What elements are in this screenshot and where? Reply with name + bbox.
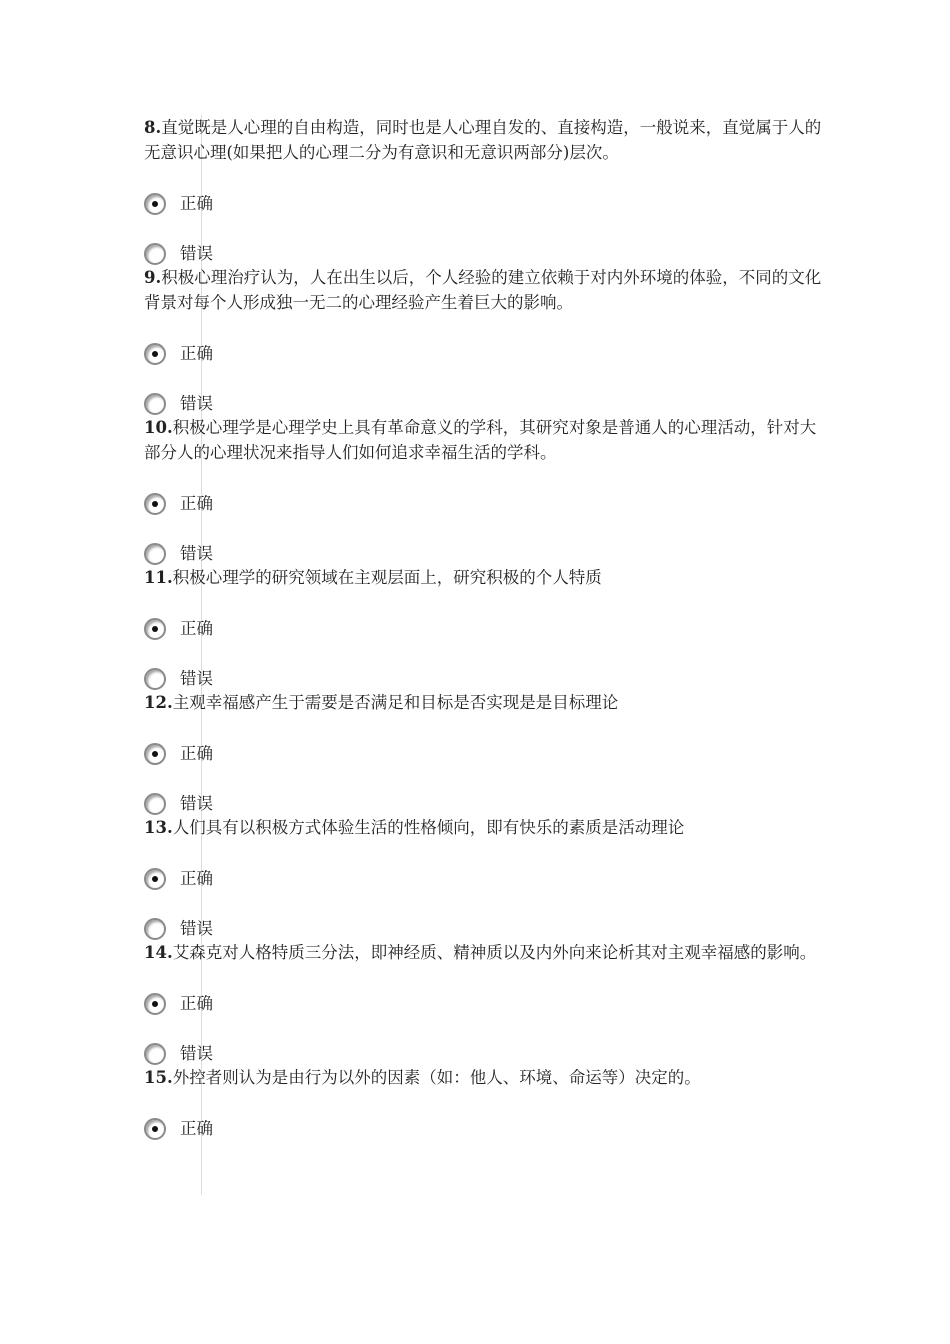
answer-option-selected[interactable]	[144, 1090, 824, 1140]
question-block	[144, 690, 824, 815]
answer-option[interactable]	[144, 765, 824, 815]
question-text	[144, 1065, 824, 1090]
radio-button[interactable]	[144, 868, 166, 890]
question-body: 积极心理学的研究领域在主观层面上，研究积极的个人特质	[172, 568, 602, 587]
radio-button[interactable]	[144, 918, 166, 940]
question-text	[144, 415, 824, 465]
question-number: 13.	[144, 818, 173, 837]
question-text	[144, 940, 824, 965]
question-text	[144, 565, 824, 590]
question-block	[144, 1065, 824, 1140]
answer-option[interactable]	[144, 640, 824, 690]
radio-button[interactable]	[144, 393, 166, 415]
answer-option-selected[interactable]	[144, 965, 824, 1015]
option-label: 正确	[180, 994, 213, 1013]
option-label: 错误	[180, 919, 213, 938]
answer-option-selected[interactable]	[144, 590, 824, 640]
radio-button[interactable]	[144, 668, 166, 690]
question-body: 人们具有以积极方式体验生活的性格倾向，即有快乐的素质是活动理论	[172, 818, 685, 837]
answer-option[interactable]	[144, 215, 824, 265]
radio-button[interactable]	[144, 618, 166, 640]
option-label: 错误	[180, 1044, 213, 1063]
option-label: 错误	[180, 544, 213, 563]
question-text	[144, 690, 824, 715]
radio-button[interactable]	[144, 1043, 166, 1065]
question-block	[144, 265, 824, 415]
question-block	[144, 415, 824, 565]
option-label: 正确	[180, 1119, 213, 1138]
question-text	[144, 115, 824, 165]
question-number: 15.	[144, 1068, 173, 1087]
question-number: 10.	[144, 418, 173, 437]
option-label: 正确	[180, 744, 213, 763]
question-block	[144, 115, 824, 265]
radio-button[interactable]	[144, 543, 166, 565]
question-body: 积极心理学是心理学史上具有革命意义的学科，其研究对象是普通人的心理活动，针对大部分人的心理状况来指导人们如何追求幸福生活的学科。	[144, 418, 817, 462]
question-list	[144, 115, 824, 1140]
question-body: 主观幸福感产生于需要是否满足和目标是否实现是是目标理论	[172, 693, 619, 712]
radio-button[interactable]	[144, 343, 166, 365]
option-label: 错误	[180, 794, 213, 813]
question-body: 直觉既是人心理的自由构造，同时也是人心理自发的、直接构造，一般说来，直觉属于人的无意识心理(如果把人的心理二分为有意识和无意识两部分)层次。	[144, 118, 822, 162]
radio-button[interactable]	[144, 193, 166, 215]
question-number: 9.	[144, 268, 162, 287]
answer-option-selected[interactable]	[144, 840, 824, 890]
answer-option[interactable]	[144, 365, 824, 415]
answer-option[interactable]	[144, 890, 824, 940]
question-text	[144, 815, 824, 840]
question-number: 12.	[144, 693, 173, 712]
answer-option[interactable]	[144, 1015, 824, 1065]
answer-option-selected[interactable]	[144, 715, 824, 765]
radio-button[interactable]	[144, 743, 166, 765]
option-label: 正确	[180, 494, 213, 513]
option-label: 正确	[180, 194, 213, 213]
radio-button[interactable]	[144, 1118, 166, 1140]
radio-button[interactable]	[144, 793, 166, 815]
question-number: 8.	[144, 118, 162, 137]
option-label: 错误	[180, 669, 213, 688]
option-label: 错误	[180, 394, 213, 413]
question-block	[144, 940, 824, 1065]
option-label: 错误	[180, 244, 213, 263]
answer-option[interactable]	[144, 515, 824, 565]
question-body: 积极心理治疗认为，人在出生以后，个人经验的建立依赖于对内外环境的体验，不同的文化背景对每个人形成独一无二的心理经验产生着巨大的影响。	[144, 268, 822, 312]
question-block	[144, 815, 824, 940]
question-block	[144, 565, 824, 690]
radio-button[interactable]	[144, 993, 166, 1015]
option-label: 正确	[180, 619, 213, 638]
answer-option-selected[interactable]	[144, 465, 824, 515]
answer-option-selected[interactable]	[144, 315, 824, 365]
radio-button[interactable]	[144, 493, 166, 515]
question-body: 外控者则认为是由行为以外的因素（如：他人、环境、命运等）决定的。	[172, 1068, 701, 1087]
question-number: 14.	[144, 943, 173, 962]
option-label: 正确	[180, 344, 213, 363]
question-body: 艾森克对人格特质三分法，即神经质、精神质以及内外向来论析其对主观幸福感的影响。	[172, 943, 817, 962]
option-label: 正确	[180, 869, 213, 888]
radio-button[interactable]	[144, 243, 166, 265]
question-text	[144, 265, 824, 315]
answer-option-selected[interactable]	[144, 165, 824, 215]
question-number: 11.	[144, 568, 173, 587]
